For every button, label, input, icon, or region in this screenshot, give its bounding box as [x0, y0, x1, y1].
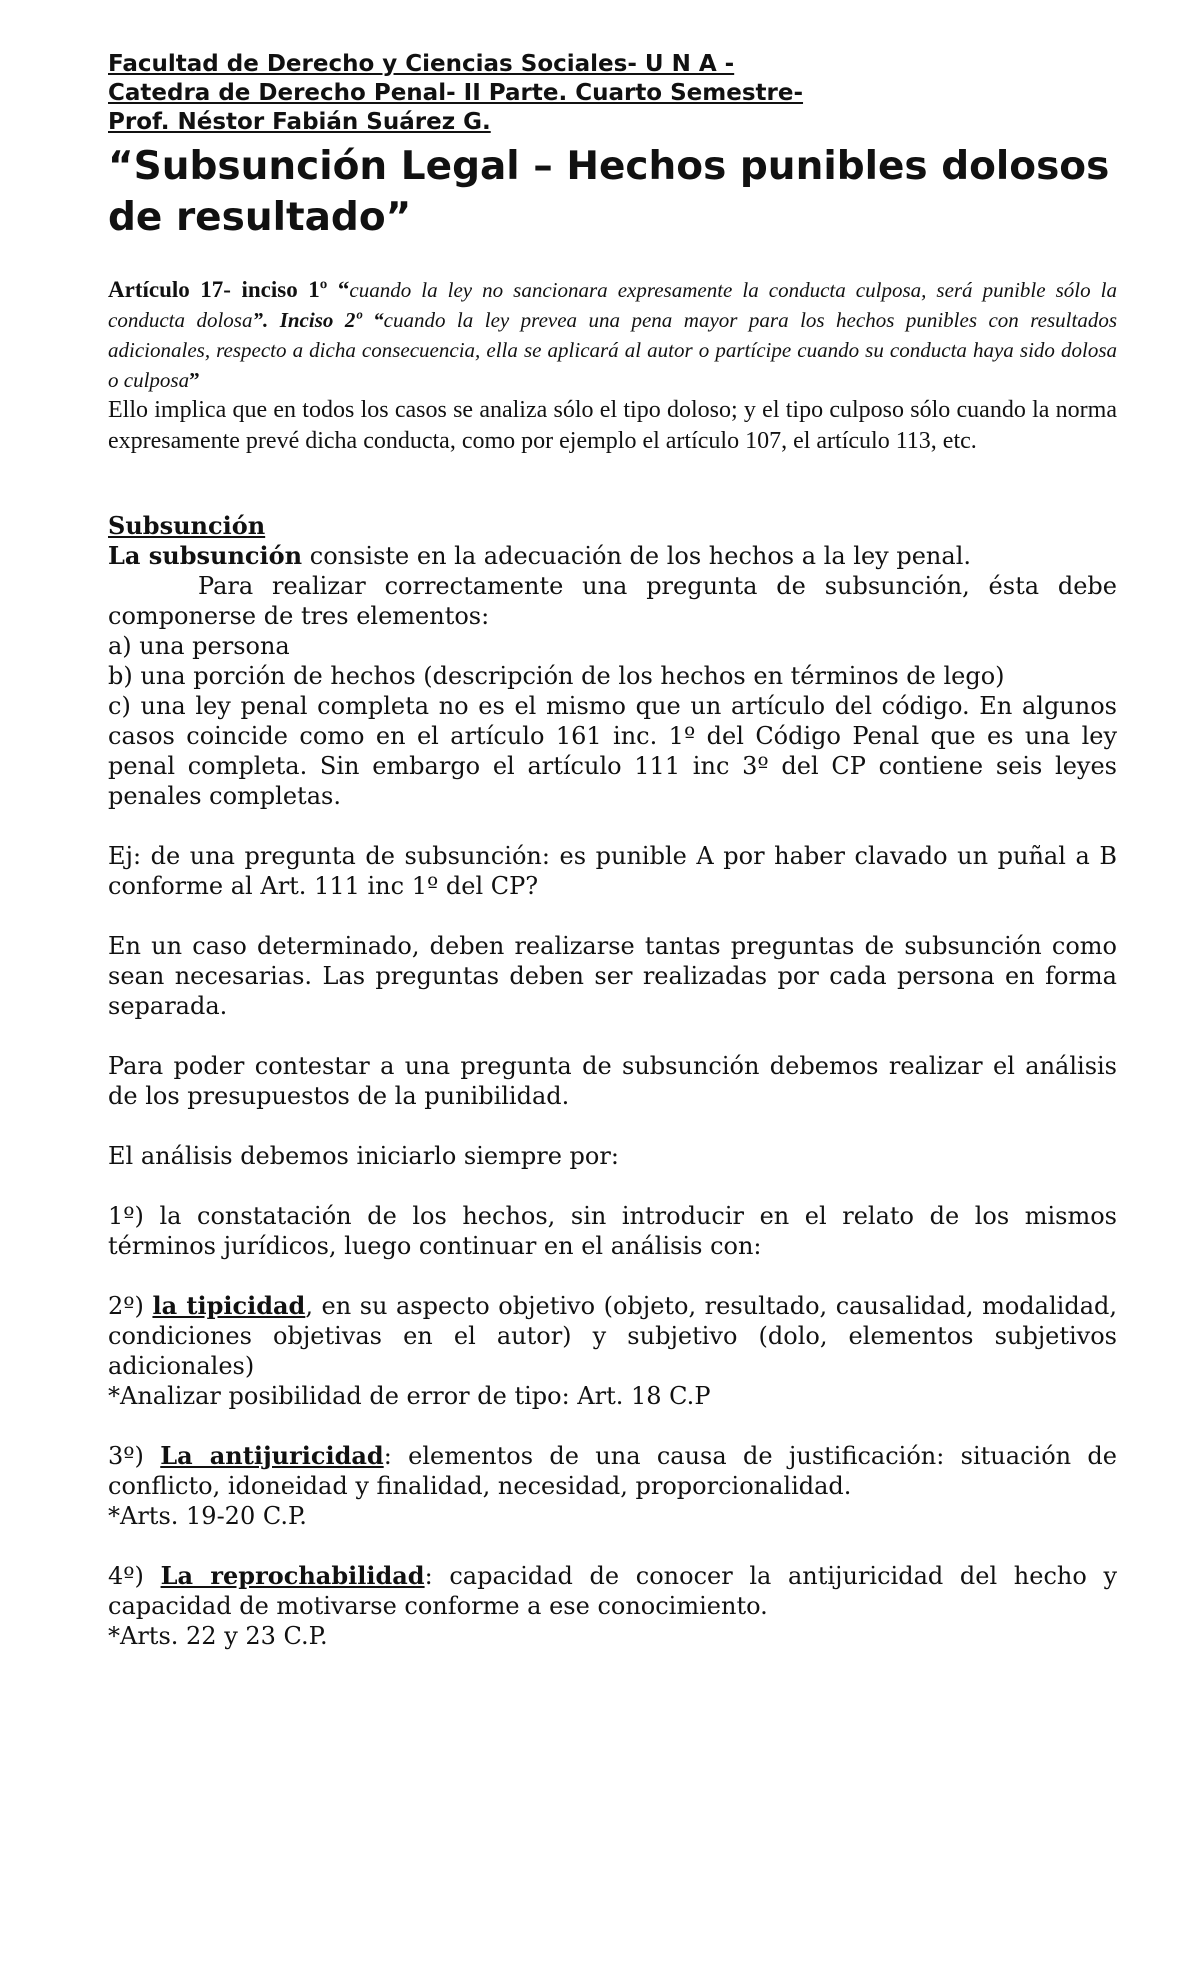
step-2: [108, 1291, 1117, 1381]
definition-term: La subsunción: [108, 541, 303, 570]
step-3-text: : elementos de una causa de justificación: situación de conflicto, idoneidad y finalidad, necesidad, proporcionalidad.: [108, 1442, 1117, 1500]
quote-close: ”: [189, 368, 200, 392]
subsuncion-section: [108, 481, 1117, 1651]
definition-paragraph: [108, 541, 1117, 571]
step-4-note: *Arts. 22 y 23 C.P.: [108, 1622, 328, 1650]
step-2-text: , en su aspecto objetivo (objeto, resultado, causalidad, modalidad, condiciones objetivas en el autor) y subjetivo (dolo, elementos subjetivos adicionales): [108, 1292, 1117, 1380]
element-item-b: b) una porción de hechos (descripción de los hechos en términos de lego): [108, 662, 1005, 690]
section-heading-subsuncion: Subsunción: [108, 511, 266, 540]
answer-paragraph: Para poder contestar a una pregunta de subsunción debemos realizar el análisis de los presupuestos de la punibilidad.: [108, 1052, 1117, 1110]
header-faculty: Facultad de Derecho y Ciencias Sociales- U N A -: [108, 51, 735, 77]
step-2-number: 2º): [108, 1292, 153, 1320]
step-4-number: 4º): [108, 1562, 161, 1590]
header-course: Catedra de Derecho Penal- II Parte. Cuarto Semestre-: [108, 80, 804, 106]
document-page: [108, 50, 1117, 1651]
step-4: [108, 1561, 1117, 1621]
document-header: [108, 50, 1117, 137]
step-3: [108, 1441, 1117, 1501]
article-17-quote: [108, 275, 1117, 395]
elements-intro: Para realizar correctamente una pregunta de subsunción, ésta debe componerse de tres elementos:: [108, 572, 1117, 630]
element-item-a: a) una persona: [108, 632, 290, 660]
inciso-2-label: ”. Inciso 2º “: [252, 308, 384, 332]
step-2-term: la tipicidad: [152, 1291, 306, 1320]
implication-paragraph: Ello implica que en todos los casos se analiza sólo el tipo doloso; y el tipo culposo sólo cuando la norma expresamente prevé dicha conducta, como por ejemplo el artículo 107, el artículo 113, etc.: [108, 397, 1117, 454]
step-4-text: : capacidad de conocer la antijuricidad del hecho y capacidad de motivarse conforme a ese conocimiento.: [108, 1562, 1118, 1620]
step-2-note: *Analizar posibilidad de error de tipo: Art. 18 C.P: [108, 1382, 711, 1410]
inciso-2-text: cuando la ley prevea una pena mayor para los hechos punibles con resultados adicionales, respecto a dicha consecuencia, ella se aplicará al autor o partícipe cuando su conducta haya sido dolosa o culposa: [108, 308, 1118, 392]
step-3-number: 3º): [108, 1442, 161, 1470]
example-paragraph: Ej: de una pregunta de subsunción: es punible A por haber clavado un puñal a B conforme al Art. 111 inc 1º del CP?: [108, 842, 1117, 900]
inciso-1-text: cuando la ley no sancionara expresamente la conducta culposa, será punible sólo la conducta dolosa: [108, 278, 1117, 332]
definition-text: consiste en la adecuación de los hechos a la ley penal.: [302, 542, 971, 570]
step-4-term: La reprochabilidad: [160, 1561, 425, 1590]
analysis-start: El análisis debemos iniciarlo siempre por:: [108, 1142, 619, 1170]
step-3-note: *Arts. 19-20 C.P.: [108, 1502, 307, 1530]
document-title: “Subsunción Legal – Hechos punibles dolosos de resultado”: [108, 144, 1110, 240]
step-3-term: La antijuricidad: [160, 1441, 384, 1470]
step-1: 1º) la constatación de los hechos, sin introducir en el relato de los mismos términos jurídicos, luego continuar en el análisis con:: [108, 1202, 1117, 1260]
header-professor: Prof. Néstor Fabián Suárez G.: [108, 109, 491, 135]
article-label: Artículo 17- inciso 1º “: [108, 277, 350, 302]
case-paragraph: En un caso determinado, deben realizarse tantas preguntas de subsunción como sean necesarias. Las preguntas deben ser realizadas por cada persona en forma separada.: [108, 932, 1117, 1020]
element-item-c: c) una ley penal completa no es el mismo que un artículo del código. En algunos casos coincide como en el artículo 161 inc. 1º del Código Penal que es una ley penal completa. Sin embargo el artículo 111 inc 3º del CP contiene seis leyes penales completas.: [108, 692, 1117, 810]
